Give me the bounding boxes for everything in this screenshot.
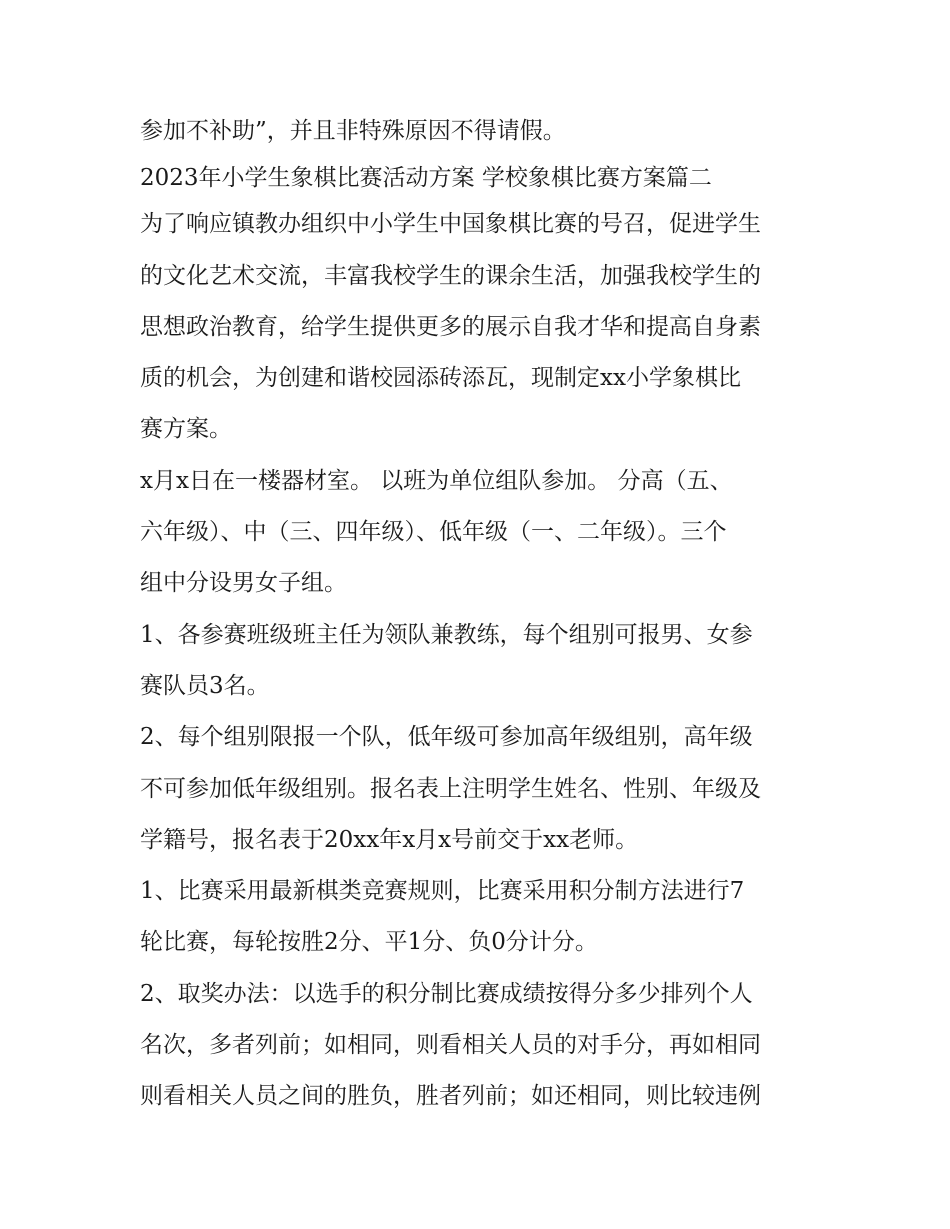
text-line: x月x日在一楼器材室。 以班为单位组队参加。 分高（五、 [140,467,733,494]
text-line: 质的机会，为创建和谐校园添砖添瓦，现制定xx小学象棋比 [140,365,741,392]
text-line: 1、比赛采用最新棋类竞赛规则，比赛采用积分制方法进行7 [140,878,745,905]
section-heading: 2023年小学生象棋比赛活动方案 学校象棋比赛方案篇二 [140,165,712,192]
text-line: 不可参加低年级组别。报名表上注明学生姓名、性别、年级及 [140,775,761,802]
document-body [140,106,820,1123]
text-line: 1、各参赛班级班主任为领队兼教练，每个组别可报男、女参 [140,621,753,648]
text-line: 2、取奖办法：以选手的积分制比赛成绩按得分多少排列个人 [140,980,753,1007]
text-line: 名次，多者列前；如相同，则看相关人员的对手分，再如相同 [140,1032,761,1059]
text-line: 轮比赛，每轮按胜2分、平1分、负0分计分。 [140,929,598,956]
text-line: 参加不补助”，并且非特殊原因不得请假。 [140,118,566,144]
text-line: 六年级）、中（三、四年级）、低年级（一、二年级）。三个 [140,519,727,546]
text-line: 组中分设男女子组。 [140,570,347,597]
text-line: 赛方案。 [140,416,232,443]
text-line: 则看相关人员之间的胜负，胜者列前；如还相同，则比较违例 [140,1083,761,1110]
text-line: 为了响应镇教办组织中小学生中国象棋比赛的号召，促进学生 [140,211,761,238]
text-line: 学籍号，报名表于20xx年x月x号前交于xx老师。 [140,826,639,853]
text-line: 思想政治教育，给学生提供更多的展示自我才华和提高自身素 [140,313,761,340]
text-line: 2、每个组别限报一个队，低年级可参加高年级组别，高年级 [140,724,753,751]
text-line: 的文化艺术交流，丰富我校学生的课余生活，加强我校学生的 [140,262,761,289]
text-line: 赛队员3名。 [140,672,270,699]
